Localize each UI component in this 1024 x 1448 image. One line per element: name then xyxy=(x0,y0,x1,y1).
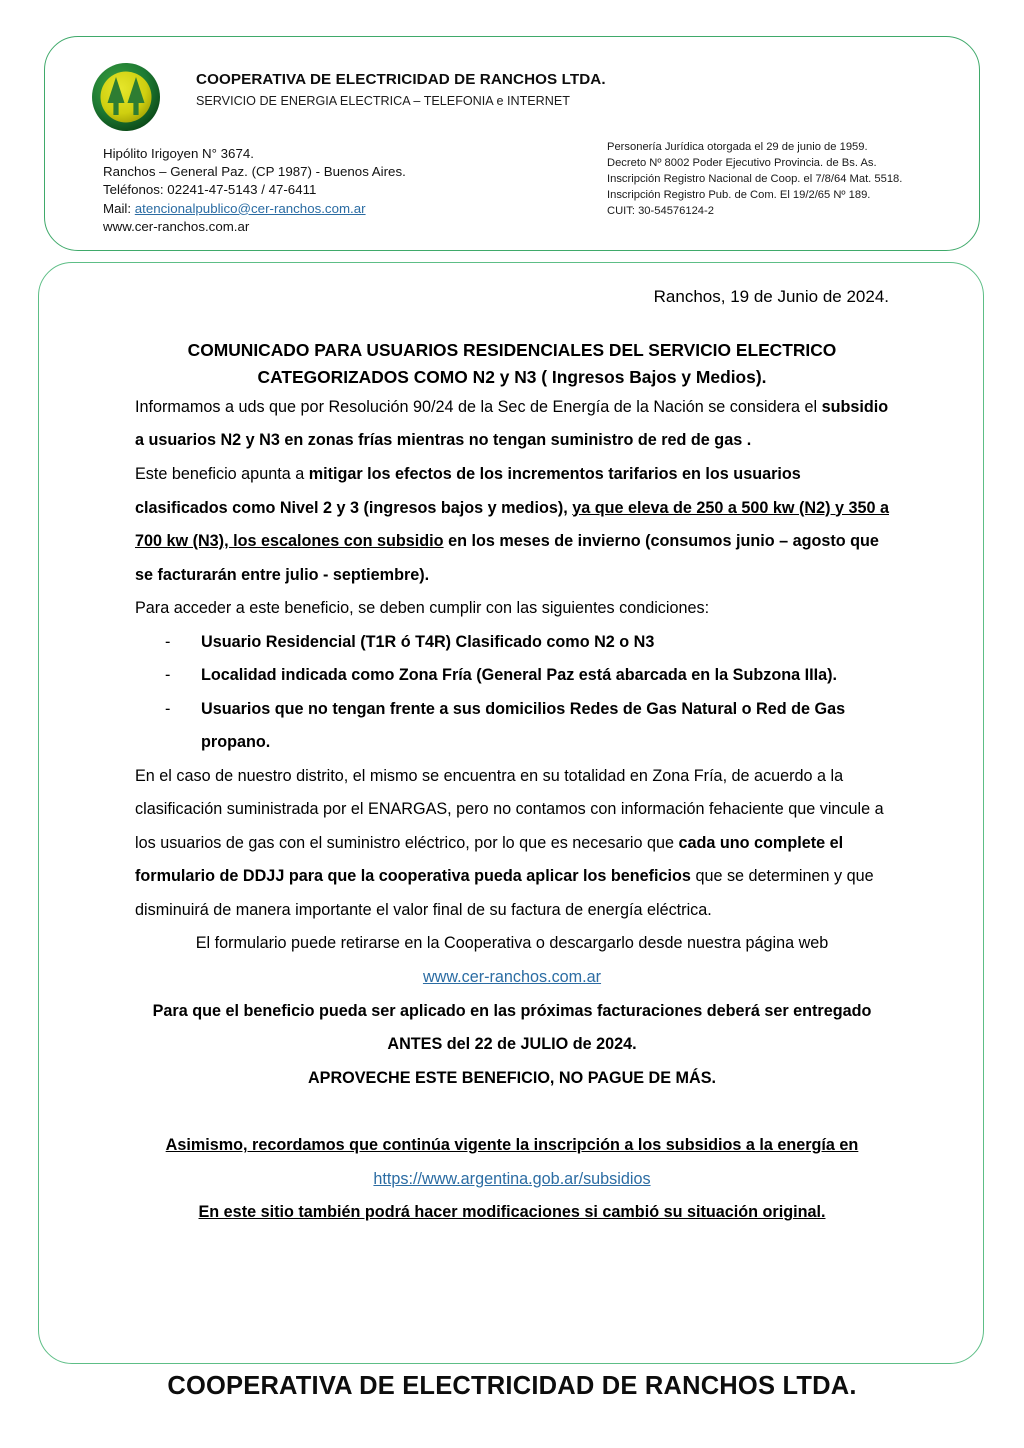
section-spacer xyxy=(135,1095,889,1129)
subsidy-reminder xyxy=(135,1129,889,1163)
mail-label: Mail: xyxy=(103,200,132,216)
deadline-notice: Para que el beneficio pueda ser aplicado en las próximas facturaciones deberá ser entregado xyxy=(152,1001,872,1020)
address-street: Hipólito Irigoyen N° 3674. xyxy=(103,146,254,161)
title-line-2: CATEGORIZADOS COMO N2 y N3 ( Ingresos Bajos y Medios). xyxy=(257,366,767,387)
organization-name: COOPERATIVA DE ELECTRICIDAD DE RANCHOS LTDA. xyxy=(196,71,606,88)
page-footer xyxy=(0,1372,1024,1401)
p2-part-b-bold: mitigar los efectos de los incrementos tarifarios en los usuarios clasificados como Nivel 2 y 3 (ingresos bajos y medios), xyxy=(135,465,801,517)
paragraph-resolution xyxy=(135,391,889,458)
footer-organization-name: COOPERATIVA DE ELECTRICIDAD DE RANCHOS LTDA. xyxy=(167,1372,857,1400)
legal-line: Inscripción Registro Pub. de Com. El 19/2/65 Nº 189. xyxy=(607,188,871,201)
bullet-marker: - xyxy=(165,632,171,651)
website-link-row xyxy=(135,961,889,995)
date-line: Ranchos, 19 de Junio de 2024. xyxy=(653,287,889,306)
paragraph-district xyxy=(135,760,889,928)
p2-part-a: Este beneficio apunta a xyxy=(135,465,309,483)
condition-text: Localidad indicada como Zona Fría (General Paz está abarcada en la Subzona IIIa). xyxy=(201,666,837,685)
bullet-marker: - xyxy=(165,666,171,685)
p4-part-b-bold: cada uno complete el formulario de DDJJ para que la cooperativa pueda aplicar los beneficios xyxy=(135,833,844,886)
paragraph-conditions-intro: Para acceder a este beneficio, se deben cumplir con las siguientes condiciones: xyxy=(135,599,710,618)
paragraph-form-availability: El formulario puede retirarse en la Cooperativa o descargarlo desde nuestra página web xyxy=(195,934,829,953)
brand-text xyxy=(196,59,606,108)
main-content-panel xyxy=(38,262,984,1364)
legal-cuit: CUIT: 30-54576124-2 xyxy=(607,204,714,217)
bullet-marker: - xyxy=(165,699,171,718)
p1-part-c: . xyxy=(742,431,752,450)
argentina-subsidies-link[interactable]: https://www.argentina.gob.ar/subsidios xyxy=(373,1169,651,1188)
address-website: www.cer-ranchos.com.ar xyxy=(103,218,250,234)
p4-part-c: que se determinen y que disminuirá de manera importante el valor final de su factura de energía eléctrica. xyxy=(135,867,874,919)
list-item xyxy=(135,626,889,660)
subsidy-link-row xyxy=(135,1163,889,1197)
legal-line: Personería Jurídica otorgada el 29 de junio de 1959. xyxy=(607,141,868,153)
conditions-list xyxy=(135,626,889,760)
subsidy-modification-note xyxy=(135,1196,889,1230)
paragraph-benefit xyxy=(135,458,889,592)
header-panel xyxy=(44,36,980,251)
address-mail xyxy=(103,200,406,218)
brand-row xyxy=(90,59,606,133)
p4-part-a: En el caso de nuestro distrito, el mismo se encuentra en su totalidad en Zona Fría, de acuerdo a la clasificación suministrada por el ENARGAS, pero no contamos con información fehaciente que vincule a los usuarios de gas con el suministro eléctrico, por lo que es necesario que xyxy=(135,766,884,852)
title-line-1: COMUNICADO PARA USUARIOS RESIDENCIALES DEL SERVICIO ELECTRICO xyxy=(187,340,837,360)
address-block xyxy=(103,145,406,236)
subsidy-reminder-text: Asimismo, recordamos que continúa vigente la inscripción a los subsidios a la energía en xyxy=(165,1136,859,1155)
legal-registration-block xyxy=(607,140,902,220)
list-item xyxy=(135,659,889,693)
page-title xyxy=(135,337,889,391)
cooperative-website-link[interactable]: www.cer-ranchos.com.ar xyxy=(422,967,602,986)
legal-line: Decreto Nº 8002 Poder Ejecutivo Provincia. de Bs. As. xyxy=(607,156,877,169)
legal-line: Inscripción Registro Nacional de Coop. el 7/8/64 Mat. 5518. xyxy=(607,172,903,185)
condition-text: Usuario Residencial (T1R ó T4R) Clasificado como N2 o N3 xyxy=(201,632,655,651)
condition-text: Usuarios que no tengan frente a sus domicilios Redes de Gas Natural o Red de Gas propano. xyxy=(201,699,846,752)
email-link[interactable]: atencionalpublico@cer-ranchos.com.ar xyxy=(134,200,366,216)
cooperative-pine-trees-logo-icon xyxy=(90,61,162,133)
subsidy-modification-text: En este sitio también podrá hacer modificaciones si cambió su situación original. xyxy=(198,1203,826,1222)
address-phones: Teléfonos: 02241-47-5143 / 47-6411 xyxy=(103,182,317,198)
document-body xyxy=(135,277,889,1230)
p1-part-b-bold: subsidio a usuarios N2 y N3 en zonas frías mientras no tengan suministro de red de gas xyxy=(135,397,889,450)
address-city: Ranchos – General Paz. (CP 1987) - Buenos Aires. xyxy=(103,164,406,180)
deadline-date: ANTES del 22 de JULIO de 2024. xyxy=(387,1035,637,1054)
organization-services: SERVICIO DE ENERGIA ELECTRICA – TELEFONIA e INTERNET xyxy=(196,94,570,108)
call-to-action: APROVECHE ESTE BENEFICIO, NO PAGUE DE MÁS. xyxy=(307,1068,717,1087)
p2-part-d-bold: en los meses de invierno (consumos junio – agosto que se facturarán entre julio - septiembre). xyxy=(135,532,879,584)
list-item xyxy=(135,693,889,760)
p1-part-a: Informamos a uds que por Resolución 90/24 de la Sec de Energía de la Nación se considera el xyxy=(135,397,822,416)
p2-part-c-bold-underline: ya que eleva de 250 a 500 kw (N2) y 350 a 700 kw (N3), los escalones con subsidio xyxy=(135,498,889,551)
